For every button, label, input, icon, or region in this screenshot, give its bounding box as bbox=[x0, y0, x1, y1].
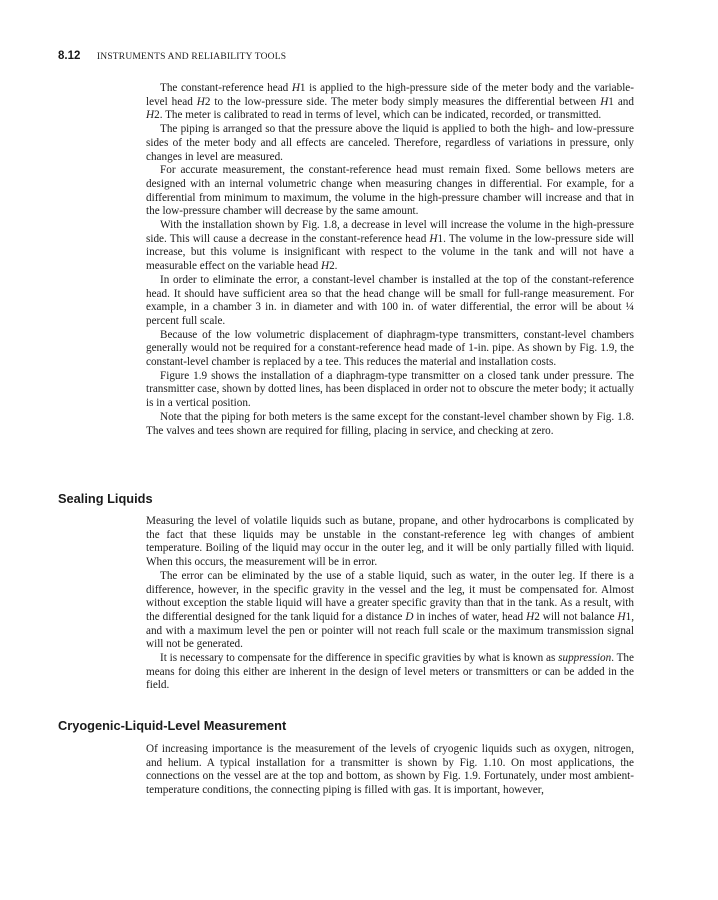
paragraph: It is necessary to compensate for the difference in specific gravities by what is known as suppression. The means for doing this either are inherent in the design of level meters or transmitters or can be added in the field. bbox=[146, 652, 634, 692]
paragraph: Because of the low volumetric displacement of diaphragm-type transmitters, constant-level chambers generally would not be required for a constant-reference head made of 1-in. pipe. As shown by Fig. 1.9, the constant-level chamber is replaced by a tee. This reduces the material and installation costs. bbox=[146, 328, 634, 369]
paragraph: Of increasing importance is the measurement of the levels of cryogenic liquids such as oxygen, nitrogen, and helium. A typical installation for a transmitter is shown by Fig. 1.10. On most applications, the connections on the vessel are at the top and bottom, as shown by Fig. 1.9. Fortunately, under most ambient-temperature conditions, the connecting piping is filled with gas. It is important, however, bbox=[146, 743, 634, 797]
running-header bbox=[58, 50, 668, 63]
sealing-liquids-text bbox=[146, 515, 634, 693]
paragraph: The piping is arranged so that the pressure above the liquid is applied to both the high- and low-pressure sides of the meter body and all effects are canceled. Therefore, regardless of variations in pressure, only changes in level are measured. bbox=[146, 123, 634, 163]
page-number: 8.12 bbox=[58, 50, 81, 62]
paragraph: With the installation shown by Fig. 1.8, a decrease in level will increase the volume in the high-pressure side. This will cause a decrease in the constant-reference head H1. The volume in the low-pressure side will increase, but this volume is insignificant with respect to the volume in the tank and will not have a measurable effect on the variable head H2. bbox=[146, 219, 634, 273]
paragraph: Measuring the level of volatile liquids such as butane, propane, and other hydrocarbons is complicated by the fact that these liquids may be unstable in the constant-reference leg with changes of ambient temperature. Boiling of the liquid may occur in the outer leg, and it will be only partially filled with liquid. When this occurs, the measurement will be in error. bbox=[146, 515, 634, 569]
section-heading-sealing-liquids: Sealing Liquids bbox=[58, 491, 153, 506]
paragraph: In order to eliminate the error, a constant-level chamber is installed at the top of the constant-reference head. It should have sufficient area so that the head change will be small for full-range measurement. For example, in a chamber 3 in. in diameter and with 100 in. of water differential, the error will be about ¼ percent full scale. bbox=[146, 273, 634, 327]
paragraph: The constant-reference head H1 is applied to the high-pressure side of the meter body and the variable-level head H2 to the low-pressure side. The meter body simply measures the differential between H1 and H2. The meter is calibrated to read in terms of level, which can be indicated, recorded, or transmitted. bbox=[146, 82, 634, 122]
paragraph: The error can be eliminated by the use of a stable liquid, such as water, in the outer leg. If there is a difference, however, in the specific gravity in the vessel and the leg, it must be compensated for. Almost without exception the stable liquid will have a greater specific gravity than that in the tank. As a result, with the differential designed for the tank liquid for a distance D in inches of water, head H2 will not balance H1, and with a maximum level the pen or pointer will not reach full scale or the maximum transmission signal will not be generated. bbox=[146, 569, 634, 651]
body-text-block bbox=[146, 82, 634, 438]
cryogenic-text bbox=[146, 743, 634, 798]
running-title: INSTRUMENTS AND RELIABILITY TOOLS bbox=[96, 52, 287, 62]
paragraph: Figure 1.9 shows the installation of a diaphragm-type transmitter on a closed tank under pressure. The transmitter case, shown by dotted lines, has been displaced in order not to obscure the meter body; it actually is in a vertical position. bbox=[146, 369, 634, 410]
paragraph: For accurate measurement, the constant-reference head must remain fixed. Some bellows meters are designed with an internal volumetric change when measuring changes in differential. For example, for a differential from minimum to maximum, the volume in the high-pressure chamber will increase and that in the low-pressure chamber will decrease by the same amount. bbox=[146, 164, 634, 218]
paragraph: Note that the piping for both meters is the same except for the constant-level chamber shown by Fig. 1.8. The valves and tees shown are required for filling, placing in service, and checking at zero. bbox=[146, 410, 634, 437]
section-heading-cryogenic: Cryogenic-Liquid-Level Measurement bbox=[58, 718, 287, 733]
